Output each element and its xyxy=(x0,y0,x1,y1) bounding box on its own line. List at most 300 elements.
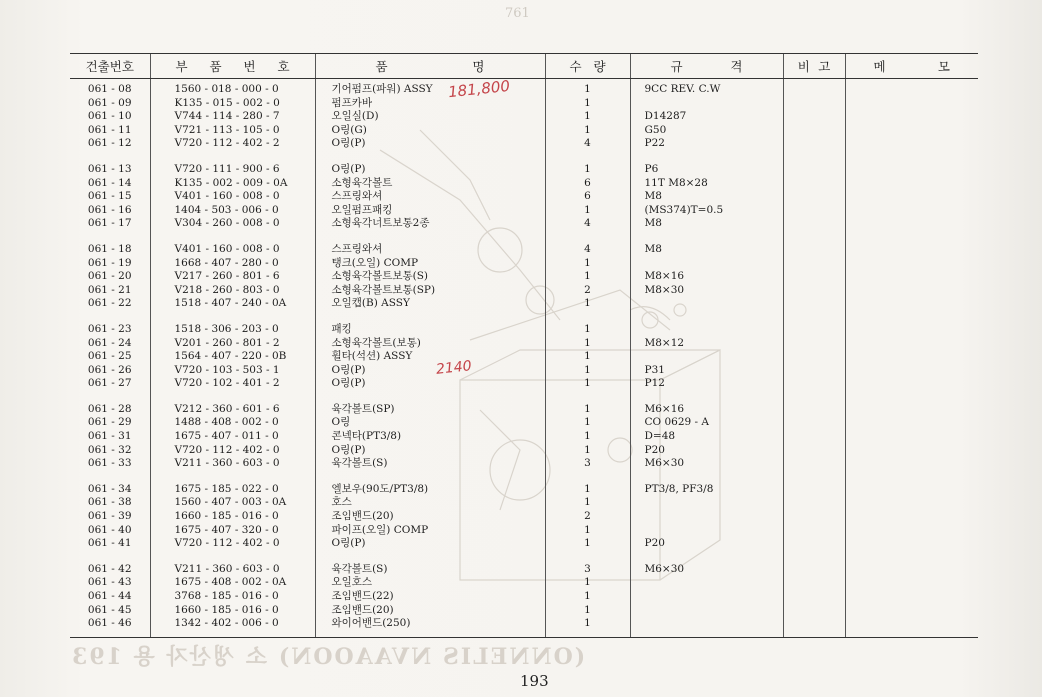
section-no-cell: 061 - 44 xyxy=(87,590,132,602)
part-name-cell: 호스 xyxy=(315,496,545,510)
part-name-cell: 스프링와셔 xyxy=(315,243,545,257)
section-no-cell: 061 - 38 xyxy=(87,496,132,509)
table-row xyxy=(70,416,978,430)
remark-cell xyxy=(783,350,845,364)
memo-cell xyxy=(845,79,978,97)
remark-cell xyxy=(783,457,845,471)
section-no-cell: 061 - 12 xyxy=(87,137,132,150)
memo-cell xyxy=(845,510,978,524)
section-no-cell: 061 - 28 xyxy=(87,402,132,415)
table-row xyxy=(70,97,978,111)
part-no-cell: V304 - 260 - 008 - 0 xyxy=(150,217,315,231)
spec-cell: M8 xyxy=(630,190,783,204)
table-row xyxy=(70,377,978,391)
remark-cell xyxy=(783,204,845,218)
part-name-cell: 오일호스 xyxy=(315,576,545,590)
section-no-cell: 061 - 39 xyxy=(87,510,132,523)
remark-cell xyxy=(783,217,845,231)
memo-cell xyxy=(845,124,978,138)
part-name-cell: 육각볼트(SP) xyxy=(315,403,545,417)
quantity-cell: 1 xyxy=(545,430,630,444)
part-name-cell: O링(P) xyxy=(315,163,545,177)
remark-cell xyxy=(783,297,845,311)
part-no-cell: V218 - 260 - 803 - 0 xyxy=(150,284,315,298)
part-no-cell: 1518 - 407 - 240 - 0A xyxy=(150,297,315,311)
group-spacer-row xyxy=(70,471,978,483)
part-name-cell: 오일실(D) xyxy=(315,110,545,124)
remark-cell xyxy=(783,257,845,271)
spec-cell: P20 xyxy=(630,444,783,458)
part-name-cell: 콘넥타(PT3/8) xyxy=(315,430,545,444)
memo-cell xyxy=(845,576,978,590)
table-row xyxy=(70,257,978,271)
remark-cell xyxy=(783,243,845,257)
section-no-cell: 061 - 22 xyxy=(87,297,132,310)
spec-cell xyxy=(630,524,783,538)
remark-cell xyxy=(783,444,845,458)
remark-cell xyxy=(783,337,845,351)
memo-cell xyxy=(845,110,978,124)
table-row xyxy=(70,323,978,337)
table-row xyxy=(70,243,978,257)
section-no-cell: 061 - 31 xyxy=(87,430,132,443)
spec-cell: 11T M8×28 xyxy=(630,177,783,191)
memo-cell xyxy=(845,403,978,417)
quantity-cell: 1 xyxy=(545,576,630,590)
group-spacer-row xyxy=(70,391,978,403)
remark-cell xyxy=(783,496,845,510)
spec-cell xyxy=(630,617,783,631)
part-no-cell: 1404 - 503 - 006 - 0 xyxy=(150,204,315,218)
part-no-cell: 3768 - 185 - 016 - 0 xyxy=(150,590,315,604)
quantity-cell: 1 xyxy=(545,97,630,111)
memo-cell xyxy=(845,204,978,218)
section-no-cell: 061 - 41 xyxy=(87,537,132,550)
memo-cell xyxy=(845,163,978,177)
spec-cell: D14287 xyxy=(630,110,783,124)
part-name-cell: 조임밴드(20) xyxy=(315,510,545,524)
section-no-cell: 061 - 46 xyxy=(87,617,132,630)
table-row xyxy=(70,79,978,97)
spec-cell xyxy=(630,604,783,618)
part-name-cell: O링(P) xyxy=(315,537,545,551)
quantity-cell: 1 xyxy=(545,79,630,97)
remark-cell xyxy=(783,416,845,430)
part-name-cell: 와이어밴드(250) xyxy=(315,617,545,631)
part-name-cell: O링 xyxy=(315,416,545,430)
parts-table-body xyxy=(70,76,978,638)
part-no-cell: V211 - 360 - 603 - 0 xyxy=(150,563,315,577)
quantity-cell: 6 xyxy=(545,177,630,191)
section-no-cell: 061 - 19 xyxy=(87,256,132,269)
quantity-cell: 1 xyxy=(545,496,630,510)
part-no-cell: 1560 - 407 - 003 - 0A xyxy=(150,496,315,510)
part-name-cell: 탱크(오일) COMP xyxy=(315,257,545,271)
part-no-cell: V401 - 160 - 008 - 0 xyxy=(150,190,315,204)
table-row xyxy=(70,364,978,378)
header-part-name: 품 명 xyxy=(315,54,545,79)
spec-cell xyxy=(630,510,783,524)
spec-cell xyxy=(630,496,783,510)
part-no-cell: 1660 - 185 - 016 - 0 xyxy=(150,510,315,524)
page-number: 193 xyxy=(520,672,549,690)
quantity-cell: 6 xyxy=(545,190,630,204)
memo-cell xyxy=(845,177,978,191)
memo-cell xyxy=(845,496,978,510)
spec-cell: P20 xyxy=(630,537,783,551)
part-no-cell: 1488 - 408 - 002 - 0 xyxy=(150,416,315,430)
spec-cell xyxy=(630,297,783,311)
part-name-cell: O링(G) xyxy=(315,124,545,138)
memo-cell xyxy=(845,297,978,311)
memo-cell xyxy=(845,217,978,231)
spec-cell xyxy=(630,97,783,111)
remark-cell xyxy=(783,377,845,391)
remark-cell xyxy=(783,163,845,177)
quantity-cell: 1 xyxy=(545,416,630,430)
part-name-cell: 엘보우(90도/PT3/8) xyxy=(315,483,545,497)
part-name-cell: O링(P) xyxy=(315,364,545,378)
quantity-cell: 1 xyxy=(545,257,630,271)
bleed-through-footer: (ONNELIS NVAAOON) 소 생산자 용 193 xyxy=(70,644,586,670)
table-row xyxy=(70,217,978,231)
part-no-cell: 1675 - 407 - 011 - 0 xyxy=(150,430,315,444)
remark-cell xyxy=(783,137,845,151)
spec-cell: M8 xyxy=(630,243,783,257)
section-no-cell: 061 - 29 xyxy=(87,416,132,429)
part-name-cell: 소형육각볼트 xyxy=(315,177,545,191)
memo-cell xyxy=(845,537,978,551)
memo-cell xyxy=(845,604,978,618)
part-name-cell: 소형육각볼트보통(S) xyxy=(315,270,545,284)
part-no-cell: 1675 - 408 - 002 - 0A xyxy=(150,576,315,590)
quantity-cell: 1 xyxy=(545,124,630,138)
spec-cell: D=48 xyxy=(630,430,783,444)
table-row xyxy=(70,284,978,298)
quantity-cell: 1 xyxy=(545,323,630,337)
remark-cell xyxy=(783,284,845,298)
memo-cell xyxy=(845,617,978,631)
quantity-cell: 1 xyxy=(545,204,630,218)
section-no-cell: 061 - 18 xyxy=(87,242,132,255)
header-remark: 비 고 xyxy=(783,54,845,79)
quantity-cell: 1 xyxy=(545,444,630,458)
part-name-cell: O링(P) xyxy=(315,137,545,151)
memo-cell xyxy=(845,430,978,444)
header-spec: 규 격 xyxy=(630,54,783,79)
spec-cell xyxy=(630,590,783,604)
table-row xyxy=(70,190,978,204)
spec-cell: G50 xyxy=(630,124,783,138)
memo-cell xyxy=(845,364,978,378)
part-name-cell: 소형육각볼트(보통) xyxy=(315,337,545,351)
table-row xyxy=(70,137,978,151)
remark-cell xyxy=(783,590,845,604)
remark-cell xyxy=(783,430,845,444)
spec-cell xyxy=(630,257,783,271)
memo-cell xyxy=(845,284,978,298)
section-no-cell: 061 - 08 xyxy=(87,83,132,95)
quantity-cell: 1 xyxy=(545,270,630,284)
remark-cell xyxy=(783,97,845,111)
remark-cell xyxy=(783,510,845,524)
section-no-cell: 061 - 17 xyxy=(87,217,132,230)
part-no-cell: V720 - 112 - 402 - 2 xyxy=(150,137,315,151)
spec-cell: M8×16 xyxy=(630,270,783,284)
part-name-cell: O링(P) xyxy=(315,377,545,391)
quantity-cell: 3 xyxy=(545,457,630,471)
table-row xyxy=(70,457,978,471)
section-no-cell: 061 - 14 xyxy=(87,176,132,189)
quantity-cell: 4 xyxy=(545,137,630,151)
table-row xyxy=(70,337,978,351)
header-part-no: 부 품 번 호 xyxy=(150,54,315,79)
part-no-cell: V720 - 111 - 900 - 6 xyxy=(150,163,315,177)
group-spacer-row xyxy=(70,151,978,163)
quantity-cell: 1 xyxy=(545,350,630,364)
quantity-cell: 4 xyxy=(545,217,630,231)
part-name-cell: 조임밴드(20) xyxy=(315,604,545,618)
part-no-cell: V401 - 160 - 008 - 0 xyxy=(150,243,315,257)
table-header-row xyxy=(70,54,978,79)
quantity-cell: 4 xyxy=(545,243,630,257)
handwritten-note-price: 181,800 xyxy=(447,76,511,102)
table-row xyxy=(70,403,978,417)
group-spacer-row xyxy=(70,311,978,323)
section-no-cell: 061 - 15 xyxy=(87,190,132,203)
table-row xyxy=(70,350,978,364)
parts-table xyxy=(70,53,978,638)
part-name-cell: 파이프(오일) COMP xyxy=(315,524,545,538)
quantity-cell: 1 xyxy=(545,377,630,391)
section-no-cell: 061 - 24 xyxy=(87,336,132,349)
table-row xyxy=(70,177,978,191)
remark-cell xyxy=(783,177,845,191)
section-no-cell: 061 - 40 xyxy=(87,523,132,536)
table-row xyxy=(70,576,978,590)
section-no-cell: 061 - 33 xyxy=(87,457,132,470)
part-no-cell: 1660 - 185 - 016 - 0 xyxy=(150,604,315,618)
quantity-cell: 1 xyxy=(545,524,630,538)
spec-cell: P12 xyxy=(630,377,783,391)
quantity-cell: 1 xyxy=(545,590,630,604)
quantity-cell: 1 xyxy=(545,537,630,551)
part-name-cell: 패킹 xyxy=(315,323,545,337)
part-no-cell: K135 - 015 - 002 - 0 xyxy=(150,97,315,111)
remark-cell xyxy=(783,110,845,124)
spec-cell: (MS374)T=0.5 xyxy=(630,204,783,218)
handwritten-note-code: 2140 xyxy=(435,358,473,378)
memo-cell xyxy=(845,270,978,284)
table-row xyxy=(70,590,978,604)
part-name-cell: O링(P) xyxy=(315,444,545,458)
spec-cell: P6 xyxy=(630,163,783,177)
remark-cell xyxy=(783,576,845,590)
table-row xyxy=(70,604,978,618)
section-no-cell: 061 - 34 xyxy=(87,482,132,495)
spec-cell: P22 xyxy=(630,137,783,151)
table-row xyxy=(70,496,978,510)
memo-cell xyxy=(845,137,978,151)
section-no-cell: 061 - 32 xyxy=(87,443,132,456)
section-no-cell: 061 - 25 xyxy=(87,350,132,363)
memo-cell xyxy=(845,377,978,391)
header-quantity: 수 량 xyxy=(545,54,630,79)
table-row xyxy=(70,204,978,218)
remark-cell xyxy=(783,483,845,497)
remark-cell xyxy=(783,604,845,618)
section-no-cell: 061 - 09 xyxy=(87,96,132,109)
memo-cell xyxy=(845,97,978,111)
remark-cell xyxy=(783,124,845,138)
section-no-cell: 061 - 21 xyxy=(87,283,132,296)
bleed-through-page-number: 761 xyxy=(505,6,530,21)
spec-cell: M8 xyxy=(630,217,783,231)
header-memo: 메 모 xyxy=(845,54,978,79)
memo-cell xyxy=(845,350,978,364)
part-name-cell: 기어펌프(파워) ASSY xyxy=(315,79,545,97)
part-no-cell: 1675 - 185 - 022 - 0 xyxy=(150,483,315,497)
spec-cell: CO 0629 - A xyxy=(630,416,783,430)
remark-cell xyxy=(783,364,845,378)
part-name-cell: 오일캡(B) ASSY xyxy=(315,297,545,311)
remark-cell xyxy=(783,79,845,97)
part-name-cell: 오일펌프패킹 xyxy=(315,204,545,218)
part-no-cell: V212 - 360 - 601 - 6 xyxy=(150,403,315,417)
spec-cell: M8×12 xyxy=(630,337,783,351)
spec-cell xyxy=(630,350,783,364)
quantity-cell: 1 xyxy=(545,110,630,124)
table-row xyxy=(70,110,978,124)
section-no-cell: 061 - 23 xyxy=(87,322,132,335)
table-row xyxy=(70,270,978,284)
quantity-cell: 2 xyxy=(545,284,630,298)
part-no-cell: 1342 - 402 - 006 - 0 xyxy=(150,617,315,631)
part-no-cell: V720 - 103 - 503 - 1 xyxy=(150,364,315,378)
remark-cell xyxy=(783,323,845,337)
quantity-cell: 1 xyxy=(545,337,630,351)
memo-cell xyxy=(845,337,978,351)
part-no-cell: 1518 - 306 - 203 - 0 xyxy=(150,323,315,337)
table-end-row xyxy=(70,631,978,638)
group-spacer-row xyxy=(70,551,978,563)
memo-cell xyxy=(845,257,978,271)
remark-cell xyxy=(783,537,845,551)
memo-cell xyxy=(845,444,978,458)
section-no-cell: 061 - 26 xyxy=(87,363,132,376)
part-name-cell: 소형육각너트보통2종 xyxy=(315,217,545,231)
table-row xyxy=(70,510,978,524)
section-no-cell: 061 - 11 xyxy=(87,123,132,136)
part-name-cell: 휠타(석션) ASSY xyxy=(315,350,545,364)
remark-cell xyxy=(783,270,845,284)
quantity-cell: 1 xyxy=(545,403,630,417)
part-no-cell: 1675 - 407 - 320 - 0 xyxy=(150,524,315,538)
quantity-cell: 1 xyxy=(545,163,630,177)
remark-cell xyxy=(783,617,845,631)
part-no-cell: K135 - 002 - 009 - 0A xyxy=(150,177,315,191)
part-no-cell: V201 - 260 - 801 - 2 xyxy=(150,337,315,351)
part-no-cell: V217 - 260 - 801 - 6 xyxy=(150,270,315,284)
memo-cell xyxy=(845,190,978,204)
part-name-cell: 스프링와셔 xyxy=(315,190,545,204)
remark-cell xyxy=(783,563,845,577)
memo-cell xyxy=(845,323,978,337)
table-row xyxy=(70,163,978,177)
section-no-cell: 061 - 13 xyxy=(87,162,132,175)
part-name-cell: 육각볼트(S) xyxy=(315,563,545,577)
section-no-cell: 061 - 16 xyxy=(87,203,132,216)
memo-cell xyxy=(845,524,978,538)
table-row xyxy=(70,483,978,497)
memo-cell xyxy=(845,590,978,604)
spec-cell: P31 xyxy=(630,364,783,378)
remark-cell xyxy=(783,524,845,538)
quantity-cell: 1 xyxy=(545,617,630,631)
spec-cell: M6×16 xyxy=(630,403,783,417)
quantity-cell: 2 xyxy=(545,510,630,524)
remark-cell xyxy=(783,403,845,417)
table-row xyxy=(70,124,978,138)
table-row xyxy=(70,524,978,538)
memo-cell xyxy=(845,563,978,577)
memo-cell xyxy=(845,416,978,430)
part-name-cell: 소형육각볼트보통(SP) xyxy=(315,284,545,298)
part-name-cell: 펌프카바 xyxy=(315,97,545,111)
remark-cell xyxy=(783,190,845,204)
memo-cell xyxy=(845,243,978,257)
header-section-no: 건출번호 xyxy=(70,54,150,79)
spec-cell: PT3/8, PF3/8 xyxy=(630,483,783,497)
section-no-cell: 061 - 45 xyxy=(87,603,132,616)
spec-cell: M6×30 xyxy=(630,457,783,471)
part-no-cell: 1668 - 407 - 280 - 0 xyxy=(150,257,315,271)
quantity-cell: 1 xyxy=(545,604,630,618)
spec-cell xyxy=(630,323,783,337)
part-no-cell: V720 - 102 - 401 - 2 xyxy=(150,377,315,391)
memo-cell xyxy=(845,457,978,471)
table-row xyxy=(70,537,978,551)
table-row xyxy=(70,297,978,311)
part-no-cell: V720 - 112 - 402 - 0 xyxy=(150,537,315,551)
spec-cell: M6×30 xyxy=(630,563,783,577)
part-no-cell: V721 - 113 - 105 - 0 xyxy=(150,124,315,138)
part-name-cell: 육각볼트(S) xyxy=(315,457,545,471)
part-name-cell: 조임밴드(22) xyxy=(315,590,545,604)
quantity-cell: 1 xyxy=(545,364,630,378)
quantity-cell: 1 xyxy=(545,297,630,311)
part-no-cell: 1564 - 407 - 220 - 0B xyxy=(150,350,315,364)
section-no-cell: 061 - 20 xyxy=(87,270,132,283)
part-no-cell: 1560 - 018 - 000 - 0 xyxy=(150,79,315,97)
part-no-cell: V720 - 112 - 402 - 0 xyxy=(150,444,315,458)
table-row xyxy=(70,617,978,631)
spec-cell: 9CC REV. C.W xyxy=(630,79,783,97)
spec-cell xyxy=(630,576,783,590)
quantity-cell: 3 xyxy=(545,563,630,577)
section-no-cell: 061 - 27 xyxy=(87,377,132,390)
table-row xyxy=(70,444,978,458)
spec-cell: M8×30 xyxy=(630,284,783,298)
group-spacer-row xyxy=(70,231,978,243)
part-no-cell: V744 - 114 - 280 - 7 xyxy=(150,110,315,124)
quantity-cell: 1 xyxy=(545,483,630,497)
table-row xyxy=(70,563,978,577)
section-no-cell: 061 - 43 xyxy=(87,576,132,589)
table-row xyxy=(70,430,978,444)
memo-cell xyxy=(845,483,978,497)
section-no-cell: 061 - 42 xyxy=(87,562,132,575)
